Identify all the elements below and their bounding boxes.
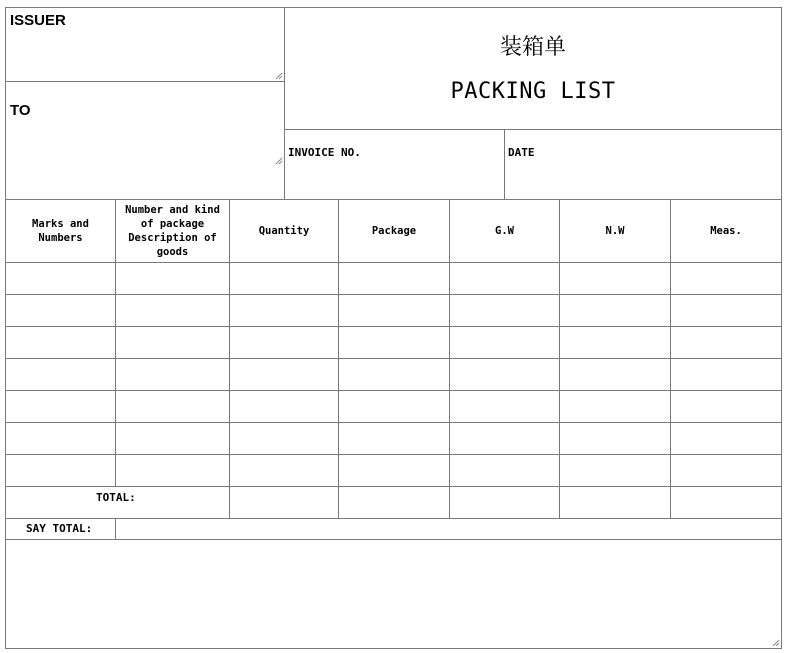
- table-cell[interactable]: [230, 295, 339, 327]
- table-cell[interactable]: [560, 327, 671, 359]
- table-cell[interactable]: [230, 263, 339, 295]
- table-cell[interactable]: [6, 391, 116, 423]
- table-cell[interactable]: [339, 423, 450, 455]
- issuer-field[interactable]: [6, 8, 285, 82]
- total-cell[interactable]: [230, 487, 339, 519]
- table-cell[interactable]: [450, 359, 560, 391]
- total-cell[interactable]: [450, 487, 560, 519]
- say-total-field[interactable]: [116, 519, 781, 540]
- date-label: DATE: [508, 146, 535, 159]
- table-cell[interactable]: [671, 423, 781, 455]
- col-header-net-weight: N.W: [560, 200, 671, 263]
- resize-grip-icon[interactable]: [275, 72, 283, 80]
- table-cell[interactable]: [560, 391, 671, 423]
- table-cell[interactable]: [671, 327, 781, 359]
- table-cell[interactable]: [339, 263, 450, 295]
- table-cell[interactable]: [450, 423, 560, 455]
- invoice-no-field[interactable]: [285, 130, 505, 200]
- col-header-gross-weight: G.W: [450, 200, 560, 263]
- col-header-measurement: Meas.: [671, 200, 781, 263]
- table-cell[interactable]: [560, 455, 671, 487]
- table-cell[interactable]: [560, 263, 671, 295]
- table-cell[interactable]: [339, 327, 450, 359]
- remarks-field[interactable]: [6, 540, 781, 648]
- col-header-quantity: Quantity: [230, 200, 339, 263]
- table-cell[interactable]: [560, 423, 671, 455]
- invoice-no-label: INVOICE NO.: [288, 146, 361, 159]
- to-label: TO: [10, 102, 31, 119]
- say-total-label: SAY TOTAL:: [26, 522, 93, 535]
- table-cell[interactable]: [6, 423, 116, 455]
- table-cell[interactable]: [6, 295, 116, 327]
- table-cell[interactable]: [116, 327, 230, 359]
- table-cell[interactable]: [230, 423, 339, 455]
- table-cell[interactable]: [450, 263, 560, 295]
- total-cell[interactable]: [671, 487, 781, 519]
- table-cell[interactable]: [339, 455, 450, 487]
- table-cell[interactable]: [230, 455, 339, 487]
- total-label: TOTAL:: [96, 491, 136, 504]
- issuer-label: ISSUER: [10, 12, 66, 29]
- table-cell[interactable]: [450, 391, 560, 423]
- resize-grip-icon[interactable]: [772, 639, 780, 647]
- table-cell[interactable]: [116, 359, 230, 391]
- col-header-package: Package: [339, 200, 450, 263]
- table-cell[interactable]: [230, 359, 339, 391]
- table-cell[interactable]: [450, 295, 560, 327]
- table-cell[interactable]: [230, 327, 339, 359]
- table-cell[interactable]: [450, 455, 560, 487]
- table-cell[interactable]: [116, 423, 230, 455]
- table-cell[interactable]: [560, 295, 671, 327]
- table-cell[interactable]: [671, 359, 781, 391]
- table-cell[interactable]: [450, 327, 560, 359]
- table-cell[interactable]: [116, 295, 230, 327]
- table-cell[interactable]: [671, 263, 781, 295]
- table-cell[interactable]: [6, 263, 116, 295]
- total-label-cell: [6, 487, 230, 519]
- table-cell[interactable]: [230, 391, 339, 423]
- say-total-label-cell: [6, 519, 116, 540]
- title-chinese: 装箱单: [499, 35, 566, 60]
- to-field[interactable]: [6, 82, 285, 200]
- table-cell[interactable]: [339, 391, 450, 423]
- total-cell[interactable]: [339, 487, 450, 519]
- title-english: PACKING LIST: [450, 79, 616, 104]
- table-cell[interactable]: [6, 327, 116, 359]
- table-cell[interactable]: [6, 455, 116, 487]
- resize-grip-icon[interactable]: [275, 157, 283, 165]
- title-block: [285, 8, 781, 130]
- packing-list-form: [5, 7, 782, 649]
- col-header-marks: Marks and Numbers: [6, 200, 116, 263]
- total-cell[interactable]: [560, 487, 671, 519]
- date-field[interactable]: [505, 130, 781, 200]
- table-cell[interactable]: [116, 455, 230, 487]
- col-header-description: Number and kind of package Description of goods: [116, 200, 230, 263]
- table-cell[interactable]: [671, 295, 781, 327]
- table-cell[interactable]: [671, 391, 781, 423]
- table-cell[interactable]: [671, 455, 781, 487]
- table-cell[interactable]: [339, 295, 450, 327]
- table-cell[interactable]: [6, 359, 116, 391]
- table-cell[interactable]: [116, 391, 230, 423]
- table-cell[interactable]: [116, 263, 230, 295]
- table-cell[interactable]: [339, 359, 450, 391]
- table-cell[interactable]: [560, 359, 671, 391]
